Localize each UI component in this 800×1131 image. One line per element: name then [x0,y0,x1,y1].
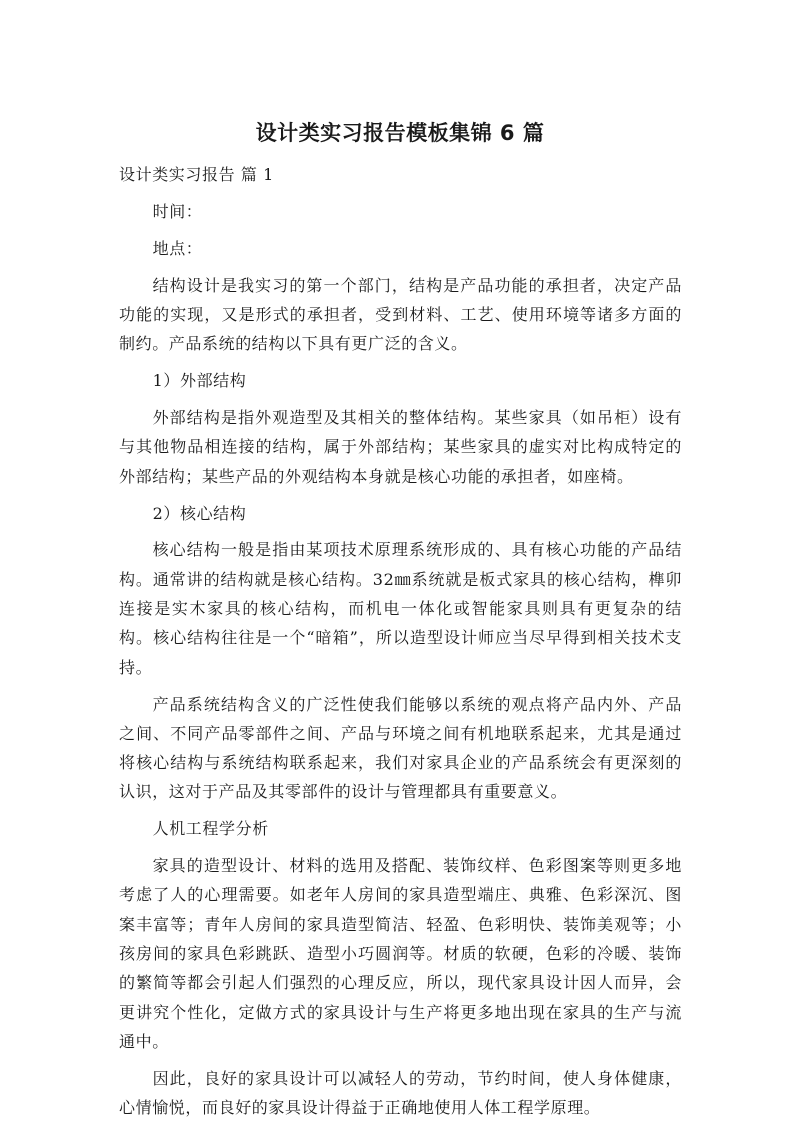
subheading-external-structure: 1）外部结构 [152,371,247,391]
document-title: 设计类实习报告模板集锦 6 篇 [255,121,545,145]
paragraph-system-structure: 产品系统结构含义的广泛性使我们能够以系统的观点将产品内外、产品之间、不同产品零部件之间、产品与环境之间有机地联系起来，尤其是通过将核心结构与系统结构联系起来，我们对家具企业的产品系统会有更深刻的认识，这对于产品及其零部件的设计与管理都具有重要意义。 [119,694,682,802]
paragraph-ergonomics: 家具的造型设计、材料的选用及搭配、装饰纹样、色彩图案等则更多地考虑了人的心理需要。如老年人房间的家具造型端庄、典雅、色彩深沉、图案丰富等；青年人房间的家具造型简洁、轻盈、色彩明快、装饰美观等；小孩房间的家具色彩跳跃、造型小巧圆润等。材质的软硬，色彩的冷暖、装饰的繁简等都会引起人们强烈的心理反应，所以，现代家具设计因人而异，会更讲究个性化，定做方式的家具设计与生产将更多地出现在家具的生产与流通中。 [119,856,682,1051]
paragraph-structure-intro: 结构设计是我实习的第一个部门，结构是产品功能的承担者，决定产品功能的实现，又是形式的承担者，受到材料、工艺、使用环境等诸多方面的制约。产品系统的结构以下具有更广泛的含义。 [119,275,682,354]
subheading-core-structure: 2）核心结构 [152,503,247,523]
paragraph-conclusion: 因此，良好的家具设计可以减轻人的劳动，节约时间，使人身体健康，心情愉悦，而良好的家具设计得益于正确地使用人体工程学原理。 [119,1068,682,1118]
paragraph-external-structure: 外部结构是指外观造型及其相关的整体结构。某些家具（如吊柜）设有与其他物品相连接的结构，属于外部结构；某些家具的虚实对比构成特定的外部结构；某些产品的外观结构本身就是核心功能的承担者，如座椅。 [119,408,682,486]
section-heading: 设计类实习报告 篇 1 [119,165,274,184]
subheading-ergonomics: 人机工程学分析 [152,819,269,839]
paragraph-core-structure: 核心结构一般是指由某项技术原理系统形成的、具有核心功能的产品结构。通常讲的结构就是核心结构。32㎜系统就是板式家具的核心结构，榫卯连接是实木家具的核心结构，而机电一体化或智能家具则具有更复杂的结构。核心结构往往是一个“暗箱”，所以造型设计师应当尽早得到相关技术支持。 [119,540,682,677]
paragraph-location: 地点： [152,238,203,258]
document-body [119,160,682,1130]
paragraph-time: 时间： [152,201,203,221]
